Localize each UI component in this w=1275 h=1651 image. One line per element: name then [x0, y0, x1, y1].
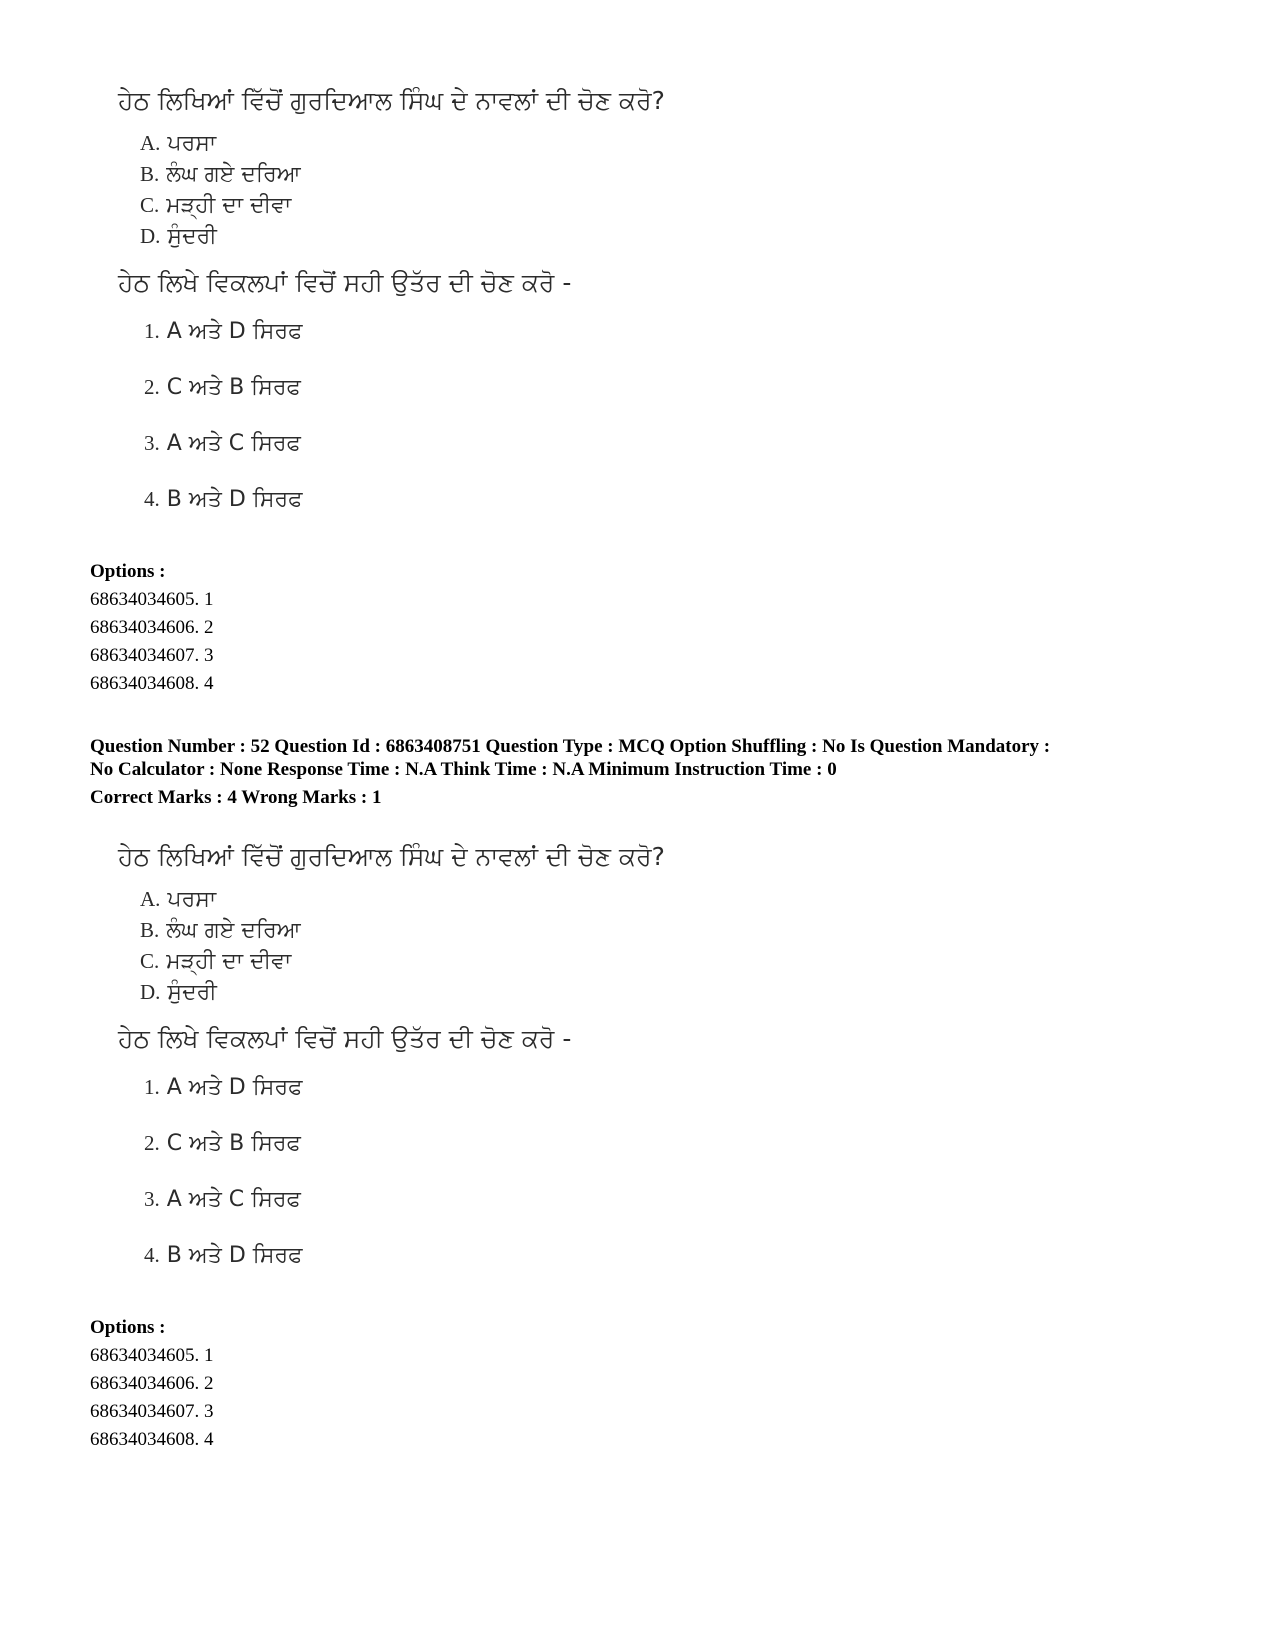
option-id-line: 68634034608. 4 [90, 673, 214, 694]
statement-text: ਪਰਸਾ [167, 887, 217, 912]
question-instruction: ਹੇਠ ਲਿਖੇ ਵਿਕਲਪਾਂ ਵਿਚੋਂ ਸਹੀ ਉਤੱਰ ਦੀ ਚੋਣ ਕਰੋ - [118, 1024, 572, 1053]
choice-item [144, 1128, 1018, 1184]
option-id-line: 68634034605. 1 [90, 1345, 214, 1366]
choice-number: 1. [144, 319, 160, 343]
choice-item [144, 372, 1018, 428]
statement-item [140, 190, 1018, 221]
choice-text: A ਅਤੇ D ਸਿਰਫ [166, 1075, 303, 1100]
choice-item [144, 428, 1018, 484]
choice-text: A ਅਤੇ D ਸਿਰਫ [166, 319, 303, 344]
option-id-line: 68634034608. 4 [90, 1429, 214, 1450]
statement-text: ਮੜ੍ਹੀ ਦਾ ਦੀਵਾ [166, 193, 292, 218]
statement-label: C. [140, 949, 160, 973]
options-section-1 [90, 558, 1190, 698]
statement-label: B. [140, 162, 160, 186]
options-heading: Options : [90, 561, 166, 582]
statement-list [140, 128, 1018, 252]
choice-item [144, 1072, 1018, 1128]
choice-number: 4. [144, 487, 160, 511]
statement-item [140, 221, 1018, 252]
question-stem: ਹੇਠ ਲਿਖਿਆਂ ਵਿੱਚੋਂ ਗੁਰਦਿਆਲ ਸਿੰਘ ਦੇ ਨਾਵਲਾਂ ਦੀ ਚੋਣ ਕਰੋ? [118, 842, 665, 871]
question-header [90, 735, 1190, 809]
choice-list [144, 1072, 1018, 1296]
choice-text: B ਅਤੇ D ਸਿਰਫ [166, 487, 303, 512]
question-meta-line-2: No Calculator : None Response Time : N.A Think Time : N.A Minimum Instruction Time : 0 [90, 759, 837, 780]
choice-item [144, 1240, 1018, 1296]
option-id-line: 68634034605. 1 [90, 589, 214, 610]
choice-item [144, 484, 1018, 540]
statement-text: ਸੁੰਦਰੀ [167, 224, 217, 249]
statement-item [140, 884, 1018, 915]
choice-text: A ਅਤੇ C ਸਿਰਫ [166, 431, 301, 456]
option-id-line: 68634034607. 3 [90, 645, 214, 666]
options-section-2 [90, 1314, 1190, 1454]
statement-label: D. [140, 224, 161, 248]
choice-text: C ਅਤੇ B ਸਿਰਫ [166, 375, 301, 400]
statement-label: D. [140, 980, 161, 1004]
choice-item [144, 316, 1018, 372]
choice-text: A ਅਤੇ C ਸਿਰਫ [166, 1187, 301, 1212]
choice-number: 4. [144, 1243, 160, 1267]
statement-list [140, 884, 1018, 1008]
question-instruction: ਹੇਠ ਲਿਖੇ ਵਿਕਲਪਾਂ ਵਿਚੋਂ ਸਹੀ ਉਤੱਰ ਦੀ ਚੋਣ ਕਰੋ - [118, 268, 572, 297]
statement-label: A. [140, 887, 161, 911]
statement-label: C. [140, 193, 160, 217]
choice-number: 2. [144, 1131, 160, 1155]
question-block-2 [118, 840, 1018, 1296]
options-heading: Options : [90, 1317, 166, 1338]
statement-item [140, 128, 1018, 159]
choice-number: 1. [144, 1075, 160, 1099]
option-id-line: 68634034607. 3 [90, 1401, 214, 1422]
statement-label: B. [140, 918, 160, 942]
question-block-1 [118, 84, 1018, 540]
choice-item [144, 1184, 1018, 1240]
question-marks-line: Correct Marks : 4 Wrong Marks : 1 [90, 787, 382, 808]
question-stem: ਹੇਠ ਲਿਖਿਆਂ ਵਿੱਚੋਂ ਗੁਰਦਿਆਲ ਸਿੰਘ ਦੇ ਨਾਵਲਾਂ ਦੀ ਚੋਣ ਕਰੋ? [118, 86, 665, 115]
statement-label: A. [140, 131, 161, 155]
statement-text: ਲੰਘ ਗਏ ਦਰਿਆ [166, 162, 301, 187]
statement-text: ਸੁੰਦਰੀ [167, 980, 217, 1005]
statement-text: ਲੰਘ ਗਏ ਦਰਿਆ [166, 918, 301, 943]
statement-item [140, 159, 1018, 190]
statement-item [140, 946, 1018, 977]
choice-number: 3. [144, 431, 160, 455]
statement-item [140, 977, 1018, 1008]
question-meta-line-1: Question Number : 52 Question Id : 6863408751 Question Type : MCQ Option Shuffling : No Is Question Mandatory : [90, 736, 1051, 757]
statement-text: ਪਰਸਾ [167, 131, 217, 156]
option-id-line: 68634034606. 2 [90, 1373, 214, 1394]
choice-text: B ਅਤੇ D ਸਿਰਫ [166, 1243, 303, 1268]
choice-text: C ਅਤੇ B ਸਿਰਫ [166, 1131, 301, 1156]
option-id-line: 68634034606. 2 [90, 617, 214, 638]
choice-number: 3. [144, 1187, 160, 1211]
statement-text: ਮੜ੍ਹੀ ਦਾ ਦੀਵਾ [166, 949, 292, 974]
statement-item [140, 915, 1018, 946]
choice-list [144, 316, 1018, 540]
choice-number: 2. [144, 375, 160, 399]
